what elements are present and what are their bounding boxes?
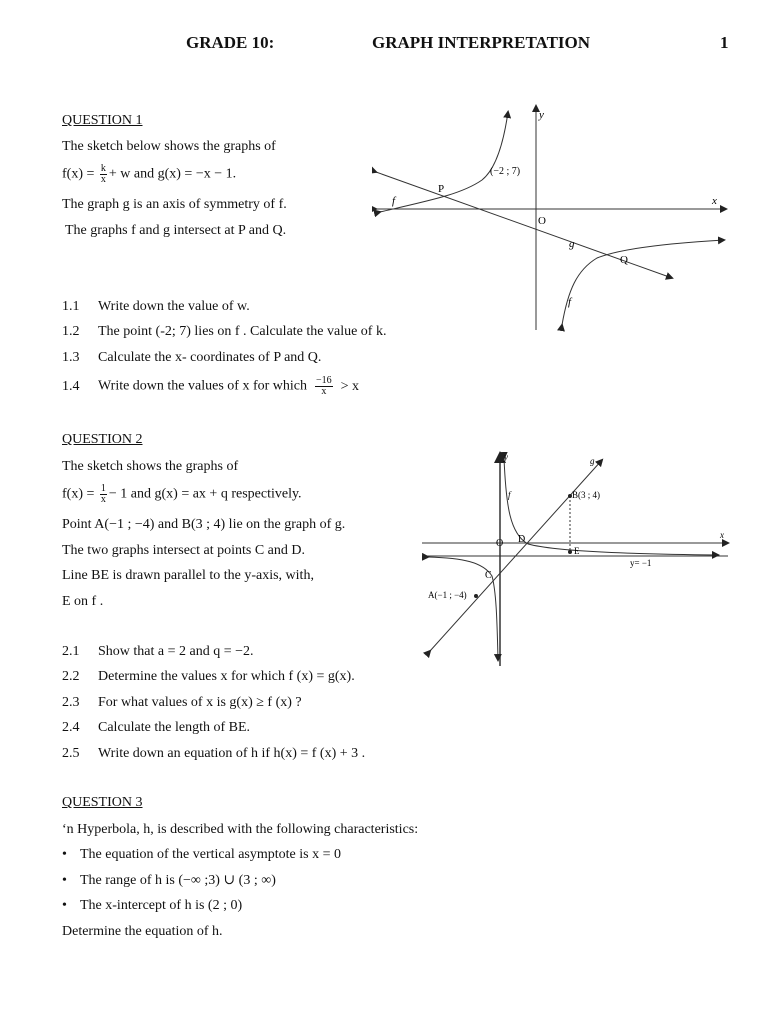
- hyperbola-f-lower: [562, 240, 724, 325]
- q1-fraction: [100, 164, 107, 185]
- question-3-heading: QUESTION 3: [62, 795, 143, 810]
- bullet-icon: •: [62, 873, 67, 888]
- q2-intersect-line: The two graphs intersect at points C and D.: [62, 543, 306, 558]
- q3-bullet: [62, 846, 341, 864]
- q1-item: [62, 323, 386, 341]
- q2-eq-rhs: − 1 and g(x) = ax + q respectively.: [108, 486, 302, 502]
- q1-item: [62, 298, 250, 316]
- item-number: 1.1: [62, 299, 80, 314]
- q2-e-line: E on f .: [62, 594, 104, 609]
- q2-frac-num: 1: [100, 483, 106, 494]
- q1-axis-line: The graph g is an axis of symmetry of f.: [62, 197, 287, 212]
- label-g: g: [569, 238, 575, 250]
- q2-item: [62, 694, 302, 712]
- bullet-icon: •: [62, 898, 67, 913]
- item-text: Calculate the length of BE.: [98, 720, 251, 735]
- q2-item: [62, 719, 250, 737]
- question-2-heading: QUESTION 2: [62, 432, 143, 447]
- q3-closing: Determine the equation of h.: [62, 924, 223, 939]
- item-text: Calculate the x- coordinates of P and Q.: [98, 350, 322, 365]
- label-x: x: [720, 530, 724, 540]
- label-y: y: [539, 109, 544, 121]
- item-text: Show that a = 2 and q = −2.: [98, 644, 254, 659]
- q2-equation: [62, 484, 302, 505]
- page-title: GRAPH INTERPRETATION: [372, 33, 591, 52]
- item-text: Write down an equation of h if h(x) = f (x) + 3 .: [98, 746, 366, 761]
- bullet-icon: •: [62, 847, 67, 862]
- point-a: [474, 594, 478, 598]
- label-q: Q: [620, 254, 628, 266]
- label-d: D: [518, 534, 526, 545]
- frac-den: x: [321, 386, 327, 397]
- q1-intro: The sketch below shows the graphs of: [62, 139, 276, 154]
- item-number: 1.4: [62, 378, 80, 394]
- item-number: 2.1: [62, 644, 80, 659]
- frac-num: −16: [316, 375, 332, 386]
- label-b: B(3 ; 4): [572, 490, 600, 500]
- grade-label: GRADE 10:: [186, 33, 275, 52]
- label-asymptote: y= −1: [630, 558, 652, 568]
- question-1-heading: QUESTION 1: [62, 113, 143, 128]
- q2-frac-den: x: [100, 494, 106, 505]
- label-a: A(−1 ; −4): [428, 590, 467, 600]
- item-number: 2.5: [62, 746, 80, 761]
- bullet-text: The range of h is (−∞ ;3) ∪ (3 ; ∞): [80, 873, 276, 888]
- label-f-left: f: [392, 195, 396, 207]
- bullet-text: The equation of the vertical asymptote is x = 0: [80, 847, 341, 862]
- q1-item: [62, 349, 321, 367]
- item-number: 1.2: [62, 324, 80, 339]
- q1-intersect-line: The graphs f and g intersect at P and Q.: [65, 223, 287, 238]
- page-number: 1: [720, 33, 729, 52]
- label-point: (−2 ; 7): [490, 166, 521, 177]
- q1-frac-den: x: [100, 174, 106, 185]
- q2-points-line: Point A(−1 ; −4) and B(3 ; 4) lie on the graph of g.: [62, 517, 346, 532]
- hyperbola-f-right: [504, 458, 718, 555]
- q2-item: [62, 643, 254, 661]
- q1-eq-rhs: + w and g(x) = −x − 1.: [108, 166, 237, 182]
- label-origin: O: [496, 538, 504, 549]
- point-e: [568, 550, 572, 554]
- label-c: C: [485, 570, 492, 581]
- item-text: Determine the values x for which f (x) = g(x).: [98, 669, 355, 684]
- q2-be-line: Line BE is drawn parallel to the y-axis, with,: [62, 568, 314, 583]
- q2-item: [62, 745, 365, 763]
- item-text: Write down the value of w.: [98, 299, 250, 314]
- q1-item-fraction: [315, 376, 333, 397]
- q2-fraction: [100, 484, 107, 505]
- label-g: g: [590, 456, 595, 466]
- label-p: P: [438, 183, 445, 195]
- item-text: Write down the values of x for which: [98, 378, 307, 394]
- hyperbola-f-upper: [380, 112, 508, 212]
- q3-bullet: [62, 872, 276, 890]
- q3-intro: ‘n Hyperbola, h, is described with the following characteristics:: [62, 822, 419, 837]
- item-number: 2.3: [62, 695, 80, 710]
- label-y: y: [504, 452, 508, 462]
- item-text-tail: > x: [340, 378, 360, 394]
- q1-frac-num: k: [100, 163, 106, 174]
- q2-eq-lhs: f(x) =: [62, 486, 98, 502]
- q1-eq-lhs: f(x) =: [62, 166, 98, 182]
- item-text: For what values of x is g(x) ≥ f (x) ?: [98, 695, 302, 710]
- q2-item: [62, 668, 355, 686]
- label-x: x: [712, 195, 717, 207]
- label-f: f: [508, 490, 511, 500]
- label-e: E: [574, 546, 580, 556]
- label-f-bottom: f: [568, 296, 572, 308]
- q2-intro: The sketch shows the graphs of: [62, 459, 239, 474]
- item-number: 1.3: [62, 350, 80, 365]
- item-number: 2.4: [62, 720, 80, 735]
- q1-equation: [62, 164, 236, 185]
- q2-graph: [418, 446, 738, 671]
- item-number: 2.2: [62, 669, 80, 684]
- bullet-text: The x-intercept of h is (2 ; 0): [80, 898, 243, 913]
- q3-bullet: [62, 897, 242, 915]
- q1-item: [62, 376, 359, 397]
- item-text: The point (-2; 7) lies on f . Calculate the value of k.: [98, 324, 387, 339]
- label-origin: O: [538, 215, 546, 227]
- q1-graph: [372, 100, 732, 335]
